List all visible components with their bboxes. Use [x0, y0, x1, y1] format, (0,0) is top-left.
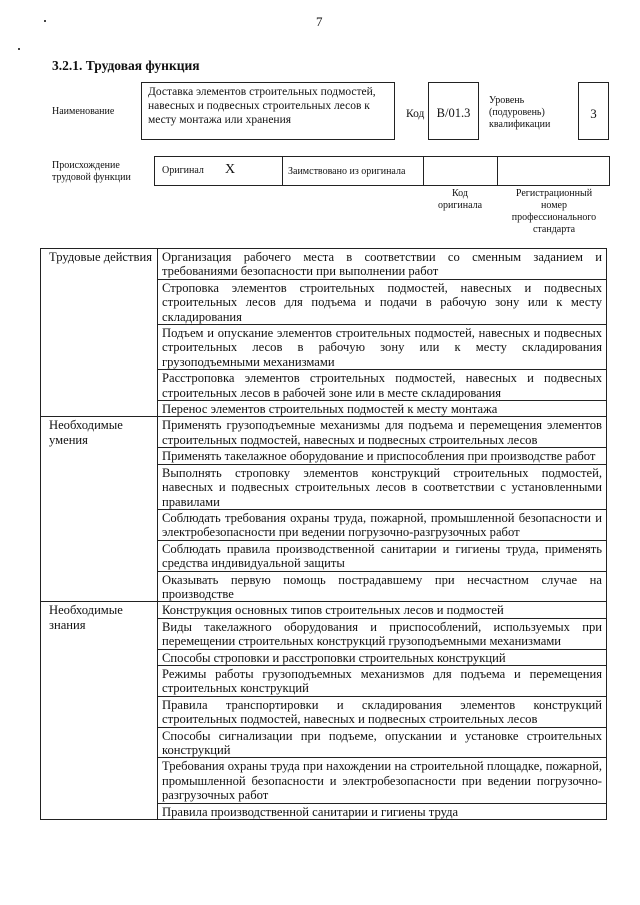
name-value: Доставка элементов строительных подмостей, навесных и подвесных строительных лесов к месту монтажа или хранения	[141, 82, 395, 140]
table-cell-item: Способы строповки и расстроповки строительных конструкций	[158, 649, 607, 665]
table-cell-item: Конструкция основных типов строительных лесов и подмостей	[158, 602, 607, 618]
section-title: 3.2.1. Трудовая функция	[52, 58, 200, 73]
table-cell-item: Выполнять строповку элементов конструкций строительных подмостей, навесных и подвесных строительных лесов в соответствии с установленными правилами	[158, 464, 607, 509]
section-title-cell: Трудовые действия	[41, 249, 158, 417]
section-title-cell: Необходимые знания	[41, 602, 158, 820]
table-cell-item: Режимы работы грузоподъемных механизмов для подъема и перемещения строительных конструкций	[158, 665, 607, 696]
scan-mark	[44, 20, 46, 22]
section-title-cell: Необходимые умения	[41, 417, 158, 602]
function-table-body	[41, 249, 607, 820]
page-number: 7	[316, 14, 323, 29]
table-row	[41, 602, 607, 618]
table-cell-item: Организация рабочего места в соответствии со сменным заданием и требованиями безопасности при выполнении работ	[158, 249, 607, 280]
original-code-caption: Код оригинала	[437, 188, 483, 211]
reg-number-caption: Регистрационный номер профессионального стандарта	[511, 188, 597, 235]
table-cell-item: Соблюдать требования охраны труда, пожарной, промышленной безопасности и электробезопасности при ведении погрузочно-разгрузочных работ	[158, 509, 607, 540]
table-cell-item: Соблюдать правила производственной санитарии и гигиены труда, применять средства индивидуальной защиты	[158, 540, 607, 571]
table-row	[41, 417, 607, 448]
origin-label: Происхождение трудовой функции	[52, 160, 131, 183]
table-cell-item: Перенос элементов строительных подмостей к месту монтажа	[158, 401, 607, 417]
original-label: Оригинал	[162, 165, 204, 176]
origin-borrowed-cell	[282, 156, 424, 186]
table-cell-item: Правила производственной санитарии и гигиены труда	[158, 803, 607, 819]
level-value: 3	[578, 82, 609, 140]
table-cell-item: Применять такелажное оборудование и приспособления при производстве работ	[158, 448, 607, 464]
table-cell-item: Требования охраны труда при нахождении на строительной площадке, пожарной, промышленной безопасности и электробезопасности при ведении погрузочно-разгрузочных работ	[158, 758, 607, 803]
original-code-cell	[423, 156, 498, 186]
table-cell-item: Применять грузоподъемные механизмы для подъема и перемещения элементов строительных подмостей, навесных и подвесных строительных лесов	[158, 417, 607, 448]
borrowed-label: Заимствовано из оригинала	[288, 166, 406, 177]
table-cell-item: Правила транспортировки и складирования элементов конструкций строительных подмостей, навесных и подвесных строительных лесов	[158, 696, 607, 727]
table-cell-item: Расстроповка элементов строительных подмостей, навесных и подвесных строительных лесов в рабочей зоне или в месте складирования	[158, 370, 607, 401]
scan-mark	[18, 48, 20, 50]
reg-number-cell	[497, 156, 610, 186]
code-value: В/01.3	[428, 82, 479, 140]
table-cell-item: Оказывать первую помощь пострадавшему при несчастном случае на производстве	[158, 571, 607, 602]
table-cell-item: Подъем и опускание элементов строительных подмостей, навесных и подвесных строительных лесов в рабочую зону или к месту складирования грузоподъемными механизмами	[158, 325, 607, 370]
function-table	[40, 248, 607, 820]
table-row	[41, 249, 607, 280]
level-label: Уровень (подуровень) квалификации	[489, 95, 551, 130]
code-label: Код	[406, 108, 425, 120]
table-cell-item: Способы сигнализации при подъеме, опускании и установке строительных конструкций	[158, 727, 607, 758]
origin-original-cell	[154, 156, 283, 186]
table-cell-item: Строповка элементов строительных подмостей, навесных и подвесных строительных лесов для подъема и подачи в рабочую зону или к месту складирования	[158, 279, 607, 324]
name-label: Наименование	[52, 106, 115, 117]
original-mark: X	[225, 162, 236, 177]
table-cell-item: Виды такелажного оборудования и приспособлений, используемых при перемещении строительных конструкций грузоподъемными механизмами	[158, 618, 607, 649]
